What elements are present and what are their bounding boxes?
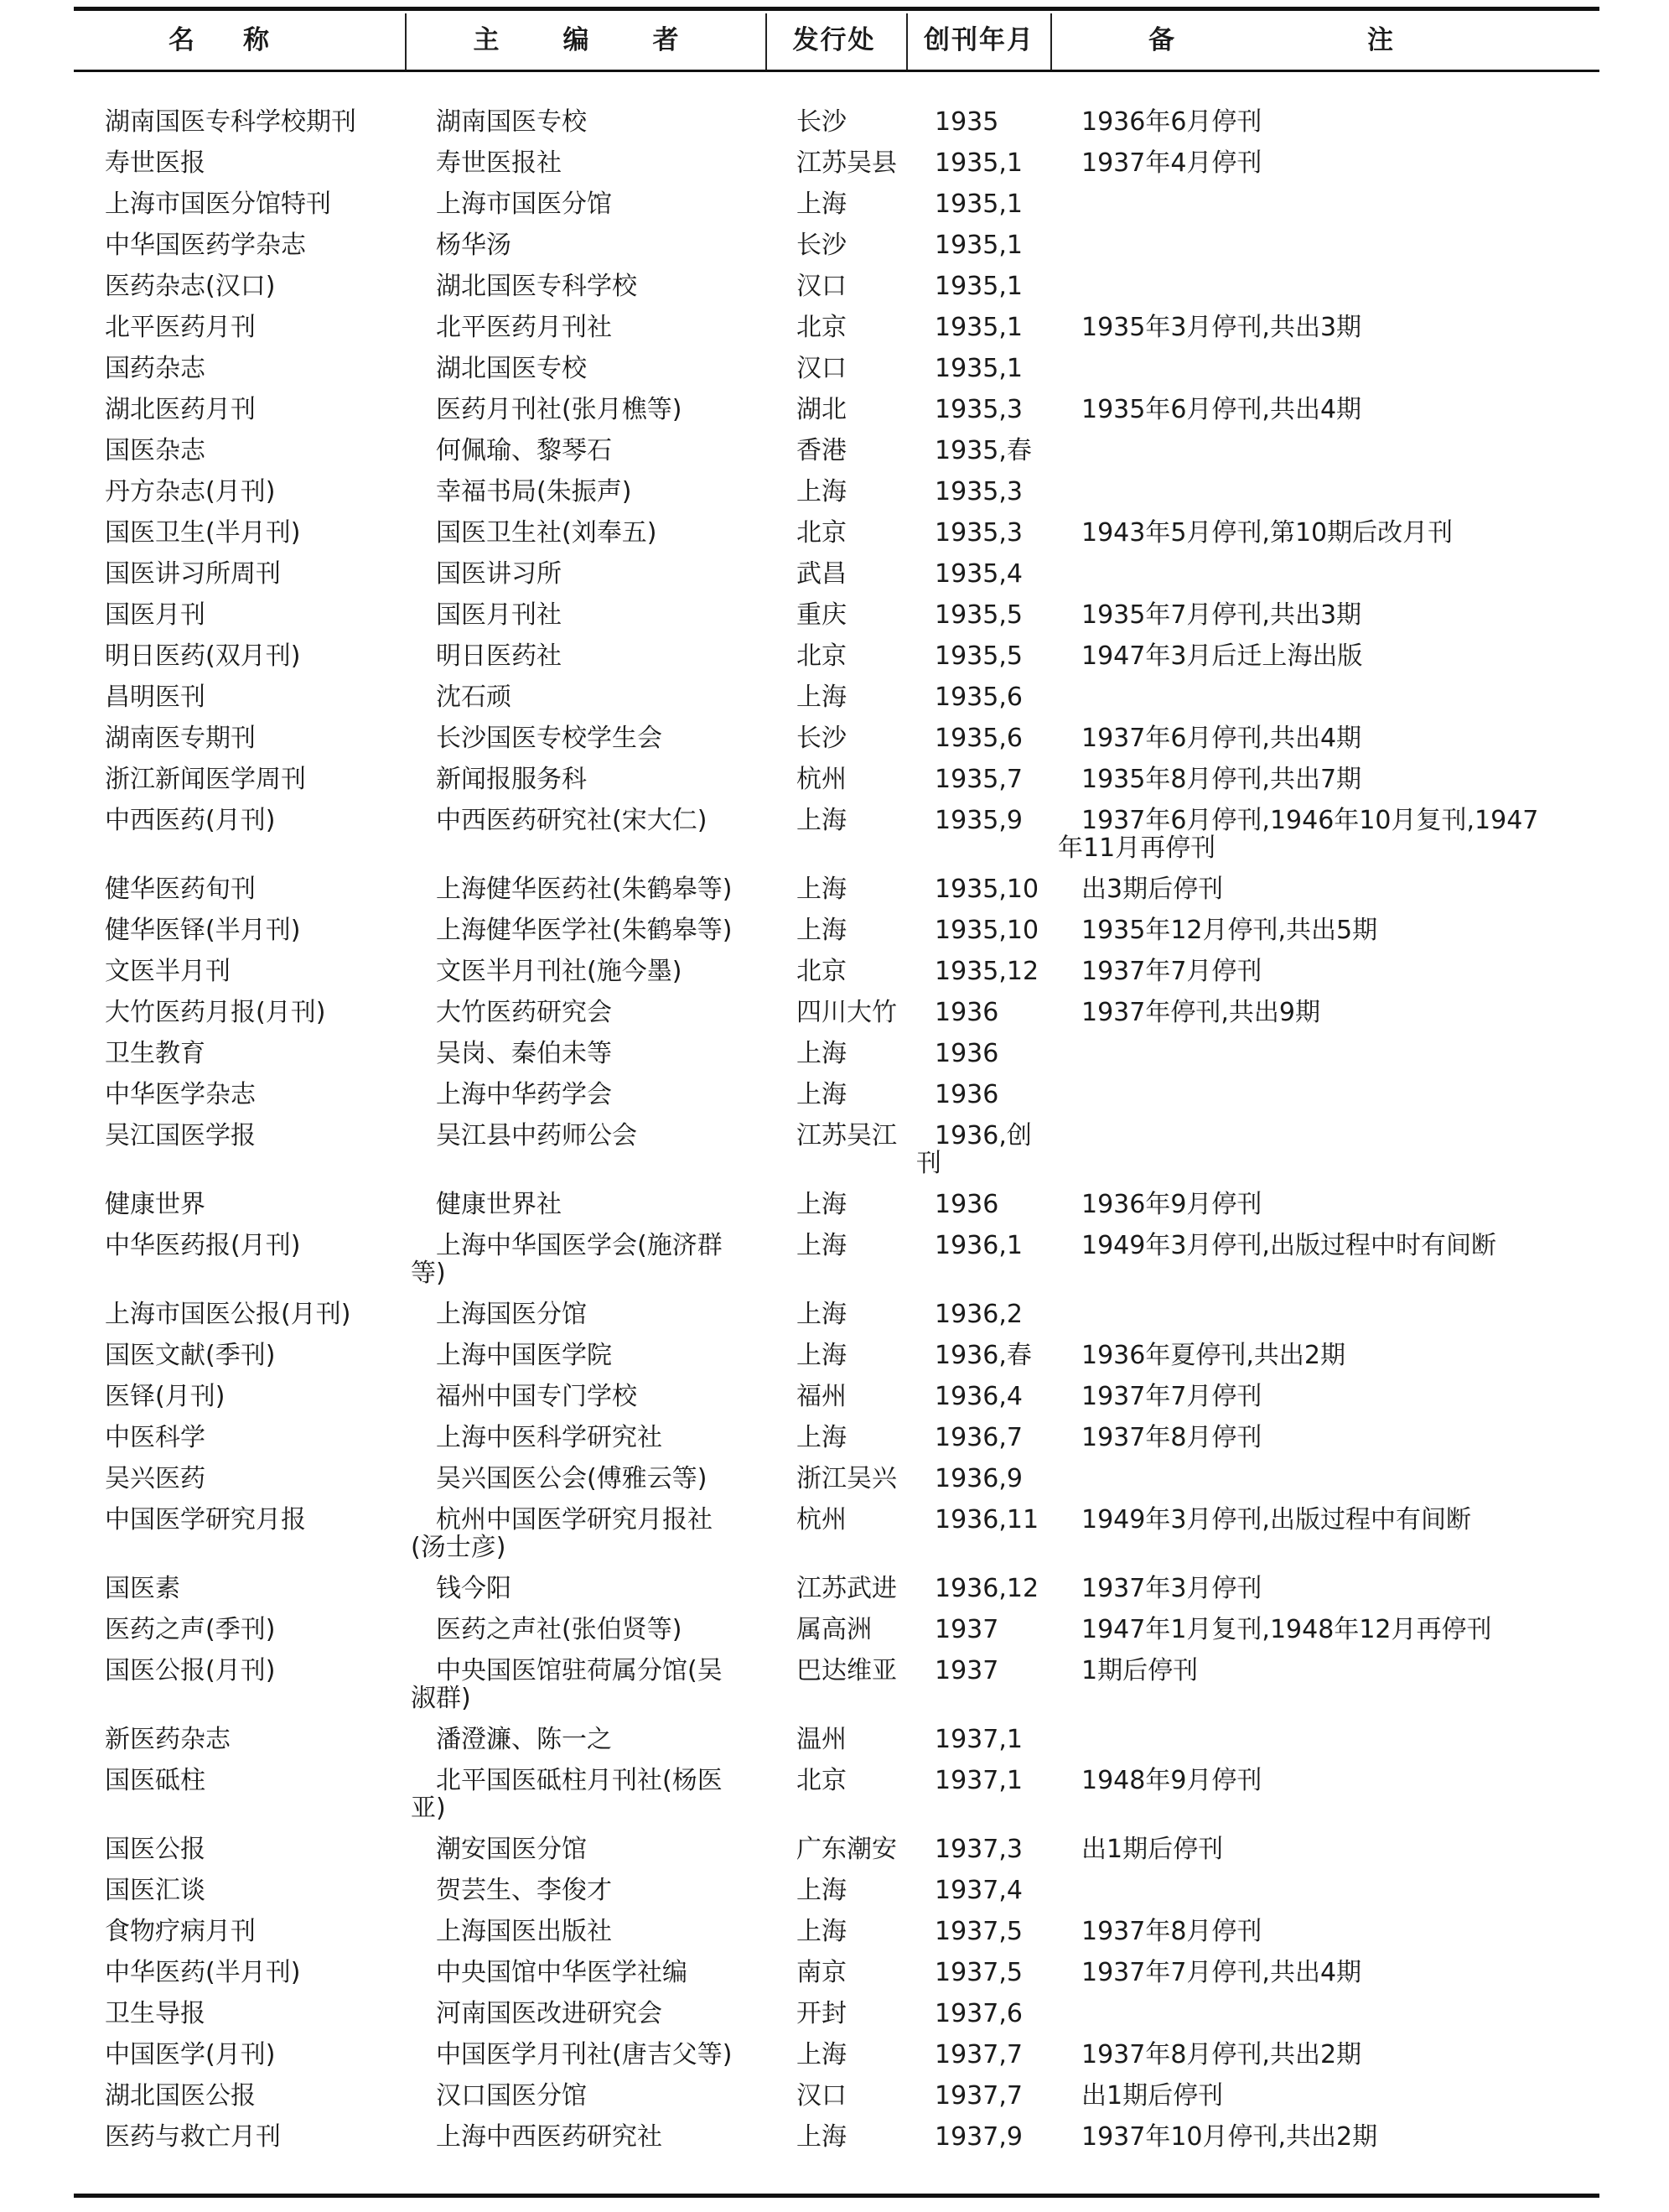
- cell-note: 1937年7月停刊: [1081, 1382, 1262, 1411]
- header-divider: [765, 13, 767, 70]
- table-row: [0, 1617, 1669, 1658]
- cell-note: 1949年3月停刊,出版过程中时有间断: [1081, 1231, 1496, 1260]
- cell-place: 上海: [796, 1300, 847, 1329]
- cell-place: 长沙: [796, 724, 847, 753]
- cell-place: 上海: [796, 1917, 847, 1946]
- cell-name: 浙江新闻医学周刊: [105, 765, 306, 794]
- header-divider: [906, 13, 908, 70]
- cell-place: 上海: [796, 190, 847, 219]
- cell-name: 上海市国医公报(月刊): [105, 1300, 351, 1329]
- cell-editor: 钱今阳: [436, 1574, 511, 1603]
- cell-editor-continued: (汤士彦): [411, 1533, 506, 1562]
- cell-place: 汉口: [796, 2081, 847, 2111]
- cell-place: 香港: [796, 436, 847, 465]
- header-note: 备注: [1148, 25, 1586, 55]
- table-row: [0, 602, 1669, 643]
- cell-editor: 杭州中国医学研究月报社: [436, 1505, 713, 1534]
- cell-name: 健华医铎(半月刊): [105, 916, 301, 945]
- cell-editor: 潘澄濂、陈一之: [436, 1725, 612, 1754]
- cell-note: 1935年6月停刊,共出4期: [1081, 395, 1362, 424]
- table-row: [0, 314, 1669, 356]
- cell-note: 1937年8月停刊: [1081, 1917, 1262, 1946]
- cell-note: 1948年9月停刊: [1081, 1766, 1262, 1795]
- cell-date: 1937,1: [935, 1766, 1023, 1795]
- cell-name: 中国医学研究月报: [105, 1505, 306, 1534]
- cell-note: 1937年8月停刊: [1081, 1423, 1262, 1452]
- cell-date: 1936,11: [935, 1505, 1039, 1534]
- cell-editor: 北平国医砥柱月刊社(杨医: [436, 1766, 723, 1795]
- cell-name: 健华医药旬刊: [105, 875, 256, 904]
- cell-place: 开封: [796, 1999, 847, 2028]
- table-row: [0, 2124, 1669, 2165]
- cell-name: 湖南国医专科学校期刊: [105, 107, 356, 137]
- cell-name: 北平医药月刊: [105, 313, 256, 342]
- cell-editor: 潮安国医分馆: [436, 1835, 587, 1864]
- cell-place: 福州: [796, 1382, 847, 1411]
- cell-name: 新医药杂志: [105, 1725, 231, 1754]
- cell-place: 江苏吴县: [796, 148, 897, 178]
- cell-name: 卫生导报: [105, 1999, 205, 2028]
- cell-name: 明日医药(双月刊): [105, 641, 301, 671]
- cell-editor: 吴兴国医公会(傅雅云等): [436, 1464, 708, 1493]
- cell-date: 1935,春: [935, 436, 1032, 465]
- cell-place: 广东潮安: [796, 1835, 897, 1864]
- cell-editor: 中西医药研究社(宋大仁): [436, 806, 708, 835]
- header-editor: 主编者: [473, 25, 743, 55]
- cell-name: 卫生教育: [105, 1039, 205, 1068]
- table-row: [0, 356, 1669, 397]
- cell-date: 1937,1: [935, 1725, 1023, 1754]
- cell-place: 江苏武进: [796, 1574, 897, 1603]
- cell-editor: 汉口国医分馆: [436, 2081, 587, 2111]
- table-row: [0, 1425, 1669, 1466]
- cell-note: 出1期后停刊: [1081, 2081, 1224, 2111]
- cell-date: 1937,5: [935, 1917, 1023, 1946]
- cell-date: 1936,7: [935, 1423, 1023, 1452]
- cell-note: 1936年夏停刊,共出2期: [1081, 1341, 1345, 1370]
- cell-editor: 中国医学月刊社(唐吉父等): [436, 2040, 733, 2069]
- cell-note: 1937年10月停刊,共出2期: [1081, 2122, 1378, 2152]
- cell-editor: 医药之声社(张伯贤等): [436, 1615, 682, 1644]
- cell-date: 1936,12: [935, 1574, 1039, 1603]
- cell-place: 上海: [796, 875, 847, 904]
- cell-note: 1936年6月停刊: [1081, 107, 1262, 137]
- cell-place: 四川大竹: [796, 998, 897, 1027]
- cell-name: 上海市国医分馆特刊: [105, 190, 331, 219]
- cell-editor-continued: 亚): [411, 1794, 446, 1823]
- cell-editor: 新闻报服务科: [436, 765, 587, 794]
- cell-name: 中华国医药学杂志: [105, 231, 306, 260]
- table-row: [0, 1301, 1669, 1342]
- cell-place: 上海: [796, 683, 847, 712]
- cell-place: 属高洲: [796, 1615, 872, 1644]
- table-row: [0, 766, 1669, 807]
- cell-name: 国医素: [105, 1574, 180, 1603]
- cell-editor: 吴江县中药师公会: [436, 1121, 637, 1150]
- cell-date: 1935,9: [935, 806, 1023, 835]
- cell-place: 上海: [796, 916, 847, 945]
- cell-editor: 河南国医改进研究会: [436, 1999, 662, 2028]
- cell-name: 寿世医报: [105, 148, 205, 178]
- cell-place: 上海: [796, 2040, 847, 2069]
- cell-note: 1期后停刊: [1081, 1656, 1199, 1685]
- cell-editor: 上海国医分馆: [436, 1300, 587, 1329]
- cell-name: 丹方杂志(月刊): [105, 477, 276, 506]
- cell-name: 中医科学: [105, 1423, 205, 1452]
- table-top-rule: [74, 7, 1599, 11]
- cell-date: 1935,3: [935, 395, 1023, 424]
- cell-date: 1935,6: [935, 724, 1023, 753]
- cell-note: 1937年8月停刊,共出2期: [1081, 2040, 1362, 2069]
- cell-date: 1937,7: [935, 2081, 1023, 2111]
- cell-note: 1937年6月停刊,共出4期: [1081, 724, 1362, 753]
- cell-editor: 国医月刊社: [436, 600, 562, 630]
- cell-name: 吴兴医药: [105, 1464, 205, 1493]
- cell-place: 上海: [796, 1231, 847, 1260]
- table-row: [0, 958, 1669, 1000]
- cell-note: 1949年3月停刊,出版过程中有间断: [1081, 1505, 1471, 1534]
- table-row: [0, 806, 1669, 863]
- cell-editor: 明日医药社: [436, 641, 562, 671]
- cell-editor: 国医卫生社(刘奉五): [436, 518, 657, 548]
- cell-place: 上海: [796, 1876, 847, 1905]
- cell-place: 上海: [796, 1341, 847, 1370]
- table-row: [0, 1836, 1669, 1877]
- cell-editor: 大竹医药研究会: [436, 998, 612, 1027]
- cell-date: 1936,4: [935, 1382, 1023, 1411]
- cell-name: 国医月刊: [105, 600, 205, 630]
- cell-note: 1935年3月停刊,共出3期: [1081, 313, 1362, 342]
- cell-place: 上海: [796, 2122, 847, 2152]
- cell-editor: 上海国医出版社: [436, 1917, 612, 1946]
- cell-name: 国医公报: [105, 1835, 205, 1864]
- table-row: [0, 725, 1669, 766]
- cell-note: 1947年1月复刊,1948年12月再停刊: [1081, 1615, 1492, 1644]
- cell-place: 巴达维亚: [796, 1656, 897, 1685]
- header-divider: [405, 13, 407, 70]
- table-row: [0, 1766, 1669, 1823]
- table-header-rule: [74, 70, 1599, 72]
- cell-place: 杭州: [796, 765, 847, 794]
- cell-date: 1937,3: [935, 1835, 1023, 1864]
- table-row: [0, 397, 1669, 438]
- cell-name: 中华医学杂志: [105, 1080, 256, 1109]
- cell-date-continued: 刊: [916, 1149, 941, 1178]
- cell-date: 1935,1: [935, 354, 1023, 383]
- cell-date: 1935,12: [935, 957, 1039, 986]
- cell-date: 1935,5: [935, 641, 1023, 671]
- table-row: [0, 1727, 1669, 1768]
- cell-place: 汉口: [796, 354, 847, 383]
- table-row: [0, 109, 1669, 150]
- cell-name: 医铎(月刊): [105, 1382, 225, 1411]
- cell-date: 1936: [935, 1039, 999, 1068]
- cell-date: 1937: [935, 1656, 999, 1685]
- cell-name: 国医杂志: [105, 436, 205, 465]
- cell-note: 出3期后停刊: [1081, 875, 1224, 904]
- table-row: [0, 273, 1669, 314]
- cell-name: 食物疗病月刊: [105, 1917, 256, 1946]
- cell-editor: 寿世医报社: [436, 148, 562, 178]
- cell-editor: 上海中西医药研究社: [436, 2122, 662, 2152]
- cell-date: 1935,4: [935, 559, 1023, 589]
- cell-editor: 上海中华药学会: [436, 1080, 612, 1109]
- cell-date: 1935,1: [935, 272, 1023, 301]
- cell-note-continued: 年11月再停刊: [1058, 833, 1216, 863]
- cell-date: 1937,6: [935, 1999, 1023, 2028]
- cell-editor: 中央国医馆驻荷属分馆(吴: [436, 1656, 723, 1685]
- cell-date: 1935,6: [935, 683, 1023, 712]
- cell-date: 1937,9: [935, 2122, 1023, 2152]
- cell-date: 1935,10: [935, 916, 1039, 945]
- cell-editor: 中央国馆中华医学社编: [436, 1958, 687, 1987]
- cell-date: 1937: [935, 1615, 999, 1644]
- cell-editor: 吴岗、秦伯未等: [436, 1039, 612, 1068]
- cell-name: 湖北国医公报: [105, 2081, 256, 2111]
- table-row: [0, 1121, 1669, 1178]
- table-row: [0, 561, 1669, 602]
- cell-name: 大竹医药月报(月刊): [105, 998, 326, 1027]
- cell-place: 上海: [796, 1080, 847, 1109]
- table-row: [0, 1919, 1669, 1960]
- cell-place: 上海: [796, 477, 847, 506]
- cell-name: 国医砥柱: [105, 1766, 205, 1795]
- cell-editor: 湖北国医专科学校: [436, 272, 637, 301]
- cell-editor: 何佩瑜、黎琴石: [436, 436, 612, 465]
- cell-note: 1937年6月停刊,1946年10月复刊,1947: [1081, 806, 1539, 835]
- table-row: [0, 1656, 1669, 1713]
- cell-place: 上海: [796, 806, 847, 835]
- table-row: [0, 191, 1669, 232]
- table-row: [0, 1041, 1669, 1082]
- cell-place: 武昌: [796, 559, 847, 589]
- cell-name: 湖南医专期刊: [105, 724, 256, 753]
- cell-note: 1935年12月停刊,共出5期: [1081, 916, 1378, 945]
- table-row: [0, 1192, 1669, 1233]
- cell-name: 国医公报(月刊): [105, 1656, 276, 1685]
- table-row: [0, 1877, 1669, 1919]
- cell-place: 湖北: [796, 395, 847, 424]
- cell-place: 上海: [796, 1039, 847, 1068]
- cell-place: 上海: [796, 1190, 847, 1219]
- cell-name: 中西医药(月刊): [105, 806, 276, 835]
- cell-editor-continued: 等): [411, 1259, 446, 1288]
- table-row: [0, 1000, 1669, 1041]
- cell-place: 长沙: [796, 107, 847, 137]
- table-row: [0, 643, 1669, 684]
- cell-editor: 沈石顽: [436, 683, 511, 712]
- cell-editor: 贺芸生、李俊才: [436, 1876, 612, 1905]
- cell-name: 国医讲习所周刊: [105, 559, 281, 589]
- cell-date: 1935,7: [935, 765, 1023, 794]
- cell-date: 1937,4: [935, 1876, 1023, 1905]
- table-row: [0, 1342, 1669, 1384]
- cell-name: 医药之声(季刊): [105, 1615, 276, 1644]
- table-row: [0, 150, 1669, 191]
- cell-note: 出1期后停刊: [1081, 1835, 1224, 1864]
- cell-place: 江苏吴江: [796, 1121, 897, 1150]
- cell-editor: 上海中医科学研究社: [436, 1423, 662, 1452]
- cell-editor: 长沙国医专校学生会: [436, 724, 662, 753]
- table-row: [0, 479, 1669, 520]
- cell-editor: 文医半月刊社(施今墨): [436, 957, 682, 986]
- cell-date: 1935,1: [935, 313, 1023, 342]
- cell-date: 1936,2: [935, 1300, 1023, 1329]
- cell-name: 中国医学(月刊): [105, 2040, 276, 2069]
- cell-note: 1943年5月停刊,第10期后改月刊: [1081, 518, 1454, 548]
- cell-date: 1936: [935, 1080, 999, 1109]
- cell-note: 1947年3月后迁上海出版: [1081, 641, 1363, 671]
- cell-place: 重庆: [796, 600, 847, 630]
- cell-editor: 湖北国医专校: [436, 354, 587, 383]
- table-row: [0, 876, 1669, 917]
- cell-place: 温州: [796, 1725, 847, 1754]
- table-bottom-rule: [74, 2194, 1599, 2198]
- cell-editor: 上海市国医分馆: [436, 190, 612, 219]
- cell-name: 健康世界: [105, 1190, 205, 1219]
- cell-editor: 上海中华国医学会(施济群: [436, 1231, 723, 1260]
- cell-place: 北京: [796, 518, 847, 548]
- cell-note: 1937年7月停刊,共出4期: [1081, 1958, 1362, 1987]
- cell-name: 吴江国医学报: [105, 1121, 256, 1150]
- cell-date: 1935,3: [935, 477, 1023, 506]
- table-row: [0, 2001, 1669, 2042]
- cell-name: 湖北医药月刊: [105, 395, 256, 424]
- cell-note: 1936年9月停刊: [1081, 1190, 1262, 1219]
- cell-date: 1936,创: [935, 1121, 1032, 1150]
- table-row: [0, 684, 1669, 725]
- table-row: [0, 1960, 1669, 2001]
- cell-date: 1935,1: [935, 190, 1023, 219]
- header-name: 名称: [168, 25, 318, 55]
- cell-date: 1935: [935, 107, 999, 137]
- header-place: 发行处: [792, 25, 876, 55]
- header-date: 创刊年月: [924, 25, 1034, 55]
- cell-date: 1936,春: [935, 1341, 1032, 1370]
- cell-place: 杭州: [796, 1505, 847, 1534]
- cell-name: 中华医药报(月刊): [105, 1231, 301, 1260]
- cell-place: 南京: [796, 1958, 847, 1987]
- cell-date: 1935,5: [935, 600, 1023, 630]
- cell-place: 上海: [796, 1423, 847, 1452]
- cell-place: 长沙: [796, 231, 847, 260]
- cell-editor: 上海中国医学院: [436, 1341, 612, 1370]
- cell-note: 1935年8月停刊,共出7期: [1081, 765, 1362, 794]
- cell-place: 北京: [796, 957, 847, 986]
- cell-editor: 上海健华医药社(朱鹤皋等): [436, 875, 733, 904]
- cell-name: 国医汇谈: [105, 1876, 205, 1905]
- cell-note: 1935年7月停刊,共出3期: [1081, 600, 1362, 630]
- cell-note: 1937年7月停刊: [1081, 957, 1262, 986]
- table-row: [0, 232, 1669, 273]
- cell-editor: 上海健华医学社(朱鹤皋等): [436, 916, 733, 945]
- cell-name: 昌明医刊: [105, 683, 205, 712]
- table-row: [0, 1576, 1669, 1617]
- cell-name: 国医文献(季刊): [105, 1341, 276, 1370]
- cell-date: 1936,9: [935, 1464, 1023, 1493]
- table-row: [0, 2083, 1669, 2124]
- cell-date: 1935,10: [935, 875, 1039, 904]
- cell-name: 国医卫生(半月刊): [105, 518, 301, 548]
- cell-place: 北京: [796, 313, 847, 342]
- header-divider: [1050, 13, 1052, 70]
- table-row: [0, 1231, 1669, 1288]
- cell-editor: 杨华汤: [436, 231, 511, 260]
- cell-editor: 医药月刊社(张月樵等): [436, 395, 682, 424]
- cell-note: 1937年4月停刊: [1081, 148, 1262, 178]
- table-row: [0, 520, 1669, 561]
- cell-date: 1935,1: [935, 231, 1023, 260]
- cell-date: 1936: [935, 1190, 999, 1219]
- cell-editor: 健康世界社: [436, 1190, 562, 1219]
- cell-place: 北京: [796, 641, 847, 671]
- cell-name: 国药杂志: [105, 354, 205, 383]
- table-row: [0, 1466, 1669, 1507]
- cell-editor: 国医讲习所: [436, 559, 562, 589]
- cell-note: 1937年停刊,共出9期: [1081, 998, 1320, 1027]
- cell-date: 1935,3: [935, 518, 1023, 548]
- table-row: [0, 1384, 1669, 1425]
- cell-editor: 福州中国专门学校: [436, 1382, 637, 1411]
- cell-place: 北京: [796, 1766, 847, 1795]
- cell-date: 1937,7: [935, 2040, 1023, 2069]
- table-row: [0, 1082, 1669, 1123]
- cell-editor: 湖南国医专校: [436, 107, 587, 137]
- cell-place: 浙江吴兴: [796, 1464, 897, 1493]
- cell-name: 医药与救亡月刊: [105, 2122, 281, 2152]
- cell-name: 文医半月刊: [105, 957, 231, 986]
- table-row: [0, 1505, 1669, 1562]
- cell-date: 1936,1: [935, 1231, 1023, 1260]
- cell-name: 医药杂志(汉口): [105, 272, 276, 301]
- cell-place: 汉口: [796, 272, 847, 301]
- cell-date: 1936: [935, 998, 999, 1027]
- cell-editor-continued: 淑群): [411, 1684, 471, 1713]
- cell-editor: 幸福书局(朱振声): [436, 477, 632, 506]
- table-row: [0, 917, 1669, 958]
- cell-editor: 北平医药月刊社: [436, 313, 612, 342]
- cell-note: 1937年3月停刊: [1081, 1574, 1262, 1603]
- table-row: [0, 438, 1669, 479]
- cell-date: 1937,5: [935, 1958, 1023, 1987]
- cell-date: 1935,1: [935, 148, 1023, 178]
- table-row: [0, 2042, 1669, 2083]
- cell-name: 中华医药(半月刊): [105, 1958, 301, 1987]
